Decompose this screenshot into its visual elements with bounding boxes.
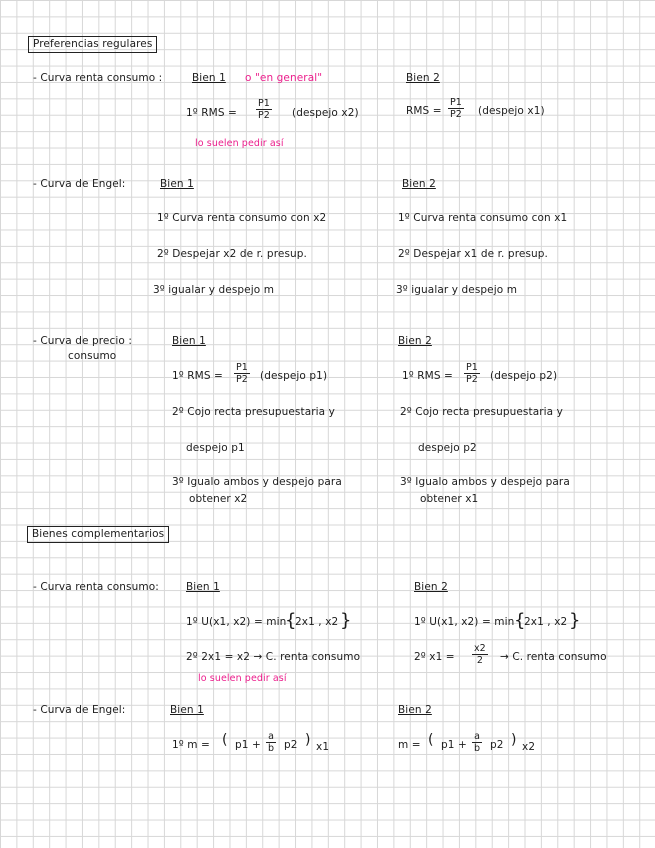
pc-bien1-step3: 3º Igualo ambos y despejo para [172,476,342,488]
bc-engel-bien2-pre: m = [398,739,421,751]
bc-rc-bien1-set: 2x1 , x2 [295,616,339,628]
right-brace-icon: } [569,610,581,631]
rc-bien1-step1-pre: 1º RMS = [186,107,237,119]
rc-pink-note: lo suelen pedir así [195,138,284,149]
pc-bien2-fraction [464,362,480,385]
rc-bien2-fraction [448,97,464,120]
left-paren-icon: ( [428,732,434,748]
engel-bien1-step: 2º Despejar x2 de r. presup. [157,248,307,260]
bc-rc-bien2-fraction [472,643,488,666]
bc-engel-bien1-post: x1 [316,741,330,753]
bc-rc-bien2-title: Bien 2 [414,581,448,593]
section-title-preferencias-regulares: Preferencias regulares [28,36,157,53]
bc-rc-bien1-title: Bien 1 [186,581,220,593]
pc-bien1-step3-b: obtener x2 [189,493,248,505]
bc-engel-bien1-inner-a: p1 + [235,739,261,751]
fraction-denominator: P2 [258,110,270,121]
engel-bien1-title: Bien 1 [160,178,194,190]
fraction-denominator: b [268,743,275,754]
rc-bien2-title: Bien 2 [406,72,440,84]
fraction-denominator: b [474,743,481,754]
bc-engel-bien1-fraction [266,731,276,754]
fraction-numerator: a [474,731,480,742]
engel-bien2-step: 2º Despejar x1 de r. presup. [398,248,548,260]
rc-bien1-fraction [256,98,272,121]
fraction-numerator: x2 [474,643,486,654]
engel-bien1-step: 1º Curva renta consumo con x2 [157,212,327,224]
pc-bien2-step1-pre: 1º RMS = [402,370,453,382]
fraction-denominator: P2 [466,374,478,385]
engel-bien2-step: 1º Curva renta consumo con x1 [398,212,568,224]
engel-bien2-title: Bien 2 [402,178,436,190]
pc-bien2-title: Bien 2 [398,335,432,347]
curva-precio-consumo-label: - Curva de precio : [33,335,132,347]
pc-bien1-fraction [234,362,250,385]
bc-engel-bien2-inner-b: p2 [490,739,504,751]
bc-rc-bien2-step2-pre: 2º x1 = [414,651,455,663]
fraction-denominator: P2 [450,109,462,120]
rc-bien1-title: Bien 1 [192,72,226,84]
bc-engel-bien2-fraction [472,731,482,754]
curva-renta-consumo-label: - Curva renta consumo : [33,72,163,84]
curva-precio-consumo-label-2: consumo [68,350,117,362]
bc-engel-bien2-inner-a: p1 + [441,739,467,751]
pc-bien2-step2-b: despejo p2 [418,442,477,454]
bc-rc-bien2-set: 2x1 , x2 [524,616,568,628]
pc-bien1-step1-pre: 1º RMS = [172,370,223,382]
pc-bien1-title: Bien 1 [172,335,206,347]
rc-bien2-step1-pre: RMS = [406,105,442,117]
bc-rc-pink-note: lo suelen pedir así [198,673,287,684]
pc-bien2-step3-b: obtener x1 [420,493,479,505]
bc-rc-bien1-step2: 2º 2x1 = x2 → C. renta consumo [186,651,361,663]
pc-bien2-step3: 3º Igualo ambos y despejo para [400,476,570,488]
fraction-numerator: P1 [466,362,478,373]
rc-bien2-step1-post: (despejo x1) [478,105,545,117]
bc-engel-bien1-pre: 1º m = [172,739,210,751]
pc-bien1-step2: 2º Cojo recta presupuestaria y [172,406,335,418]
fraction-numerator: a [268,731,274,742]
bc-curva-engel-label: - Curva de Engel: [33,704,126,716]
left-paren-icon: ( [222,732,228,748]
bc-engel-bien2-post: x2 [522,741,536,753]
pc-bien1-step1-post: (despejo p1) [260,370,328,382]
left-brace-icon: { [514,610,526,631]
bc-rc-bien1-step1: 1º U(x1, x2) = min [186,616,287,628]
section-title-bienes-complementarios: Bienes complementarios [27,526,169,543]
bc-rc-bien2-step2-post: → C. renta consumo [500,651,607,663]
left-brace-icon: { [285,610,297,631]
pc-bien2-step2: 2º Cojo recta presupuestaria y [400,406,563,418]
right-paren-icon: ) [511,732,517,748]
rc-en-general-note: o "en general" [245,72,323,84]
bc-engel-bien2-title: Bien 2 [398,704,432,716]
engel-bien2-step: 3º igualar y despejo m [396,284,518,296]
rc-bien1-step1-post: (despejo x2) [292,107,359,119]
engel-bien1-step: 3º igualar y despejo m [153,284,275,296]
right-brace-icon: } [340,610,352,631]
pc-bien1-step2-b: despejo p1 [186,442,245,454]
right-paren-icon: ) [305,732,311,748]
fraction-numerator: P1 [450,97,462,108]
curva-engel-label: - Curva de Engel: [33,178,126,190]
pc-bien2-step1-post: (despejo p2) [490,370,558,382]
fraction-denominator: 2 [476,655,483,666]
bc-rc-bien2-step1: 1º U(x1, x2) = min [414,616,515,628]
bc-curva-renta-consumo-label: - Curva renta consumo: [33,581,159,593]
fraction-denominator: P2 [236,374,248,385]
fraction-numerator: P1 [258,98,270,109]
bc-engel-bien1-inner-b: p2 [284,739,298,751]
bc-engel-bien1-title: Bien 1 [170,704,204,716]
fraction-numerator: P1 [236,362,248,373]
